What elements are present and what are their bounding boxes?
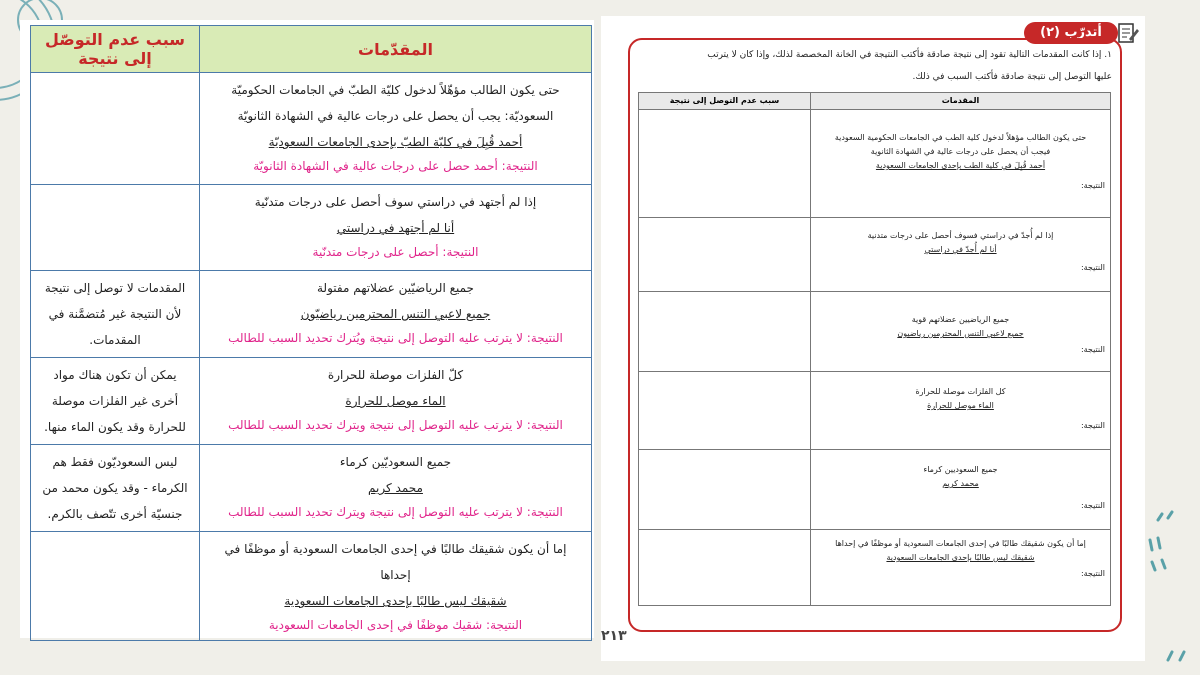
result-label: النتيجة:	[1080, 181, 1105, 190]
reason-line: ليس السعوديّون فقط هم	[52, 455, 178, 469]
premise-line: إذا لم أُجدّ في دراستي فسوف أحصل على درجات متدنية	[867, 231, 1054, 240]
result-label: النتيجة:	[1080, 569, 1105, 578]
exercise-frame	[628, 38, 1122, 632]
table-row	[31, 358, 592, 445]
reason-cell	[31, 73, 200, 185]
table-row	[639, 218, 1111, 292]
instruction-line: ١. إذا كانت المقدمات التالية تقود إلى نتيجة صادقة فأكتب النتيجة في الخانة المخصصة لذلك، وإذا كان لا يترتب	[707, 50, 1112, 60]
reason-cell[interactable]	[639, 292, 811, 372]
reason-cell	[31, 358, 200, 445]
reason-cell	[31, 532, 200, 641]
reason-header: سبب عدم التوصّل إلى نتيجة	[31, 26, 200, 73]
premise-line: إحداها	[380, 568, 411, 582]
premise-line: أحمد قُبِلَ في كليّة الطبّ بإحدى الجامعات السعوديّة	[268, 135, 523, 149]
reason-cell[interactable]	[639, 218, 811, 292]
premise-line: فيجب أن يحصل على درجات عالية في الشهادة الثانوية	[870, 147, 1051, 156]
table-row	[639, 450, 1111, 530]
table-row	[639, 292, 1111, 372]
reason-cell	[31, 185, 200, 271]
reason-cell	[31, 445, 200, 532]
premises-header: المقدّمات	[200, 26, 592, 73]
reason-cell[interactable]	[639, 110, 811, 218]
reason-line: الكرماء - وقد يكون محمد من	[42, 481, 188, 495]
reason-line: للحرارة وقد يكون الماء منها.	[44, 420, 186, 434]
premise-line: شقيقك ليس طالبًا بإحدى الجامعات السعودية	[284, 594, 507, 608]
result-text: النتيجة: لا يترتب عليه التوصل إلى نتيجة ويترك تحديد السبب للطالب	[228, 505, 563, 519]
reason-line: يمكن أن تكون هناك مواد	[53, 368, 177, 382]
premise-line: إما أن يكون شقيقك طالبًا في إحدى الجامعات السعودية أو موظفًا في إحداها	[835, 539, 1086, 548]
premise-line: إذا لم أجتهد في دراستي سوف أحصل على درجات متدنّية	[254, 195, 537, 209]
result-text: النتيجة: لا يترتب عليه التوصل إلى نتيجة ويُترك تحديد السبب للطالب	[228, 331, 563, 345]
reason-line: المقدمات لا توصل إلى نتيجة	[44, 281, 186, 295]
premise-line: جميع السعوديّين كرماء	[339, 455, 452, 469]
reason-header: سبب عدم التوصل إلى نتيجة	[639, 93, 811, 110]
premise-line: الماء موصل للحرارة	[927, 401, 994, 410]
premise-line: جميع السعوديين كرماء	[923, 465, 998, 474]
table-row	[31, 532, 592, 641]
result-text: النتيجة: شقيك موظفًا في إحدى الجامعات السعودية	[268, 618, 523, 632]
premise-line: جميع الرياضيين عضلاتهم قوية	[911, 315, 1010, 324]
result-label: النتيجة:	[1080, 345, 1105, 354]
premise-line: محمد كريم	[368, 481, 423, 495]
result-label: النتيجة:	[1080, 421, 1105, 430]
table-row	[31, 445, 592, 532]
reason-line: أخرى غير الفلزات موصلة	[51, 394, 179, 408]
table-row	[639, 372, 1111, 450]
premise-line: حتى يكون الطالب مؤهّلاً لدخول كليّة الطبّ في الجامعات الحكوميّة	[231, 83, 560, 97]
table-row	[31, 185, 592, 271]
premise-line: أنا لم أجتهد في دراستي	[336, 221, 455, 235]
premise-line: شقيقك ليس طالبًا بإحدى الجامعات السعودية	[886, 553, 1035, 562]
premise-line: جميع لاعبي التنس المحترمين رياضيون	[897, 329, 1024, 338]
instruction-line: عليها التوصل إلى نتيجة صادقة فأكتب السبب في ذلك.	[912, 72, 1112, 82]
result-label: النتيجة:	[1080, 501, 1105, 510]
result-text: النتيجة: لا يترتب عليه التوصل إلى نتيجة ويترك تحديد السبب للطالب	[228, 418, 563, 432]
table-row	[639, 530, 1111, 606]
reason-line: لأن النتيجة غير مُتضمَّنة في	[48, 307, 182, 321]
premise-line: حتى يكون الطالب مؤهلاً لدخول كلية الطب في الجامعات الحكومية السعودية	[834, 133, 1087, 142]
premise-line: جميع لاعبي التنس المحترمين رياضيّون	[300, 307, 491, 321]
premise-line: محمد كريم	[942, 479, 979, 488]
result-text: النتيجة: أحصل على درجات متدنّية	[312, 245, 479, 259]
reason-cell	[31, 271, 200, 358]
premise-line: الماء موصل للحرارة	[345, 394, 446, 408]
premise-line: أنا لم أُجدّ في دراستي	[924, 245, 997, 254]
exercise-badge: أتدرّب (٢)	[1024, 22, 1118, 44]
reason-cell[interactable]	[639, 530, 811, 606]
premise-line: أحمد قُبِلَ في كلية الطب بإحدى الجامعات السعودية	[875, 161, 1046, 170]
premise-line: كلّ الفلزات موصلة للحرارة	[327, 368, 464, 382]
result-label: النتيجة:	[1080, 263, 1105, 272]
reason-cell[interactable]	[639, 450, 811, 530]
reason-line: جنسيّة أخرى تتّصف بالكرم.	[47, 507, 183, 521]
edit-note-icon	[1117, 21, 1139, 45]
table-row	[31, 271, 592, 358]
reason-line: المقدمات.	[89, 333, 141, 347]
page-number: ٢١٣	[601, 628, 627, 644]
table-row	[639, 110, 1111, 218]
decorative-dashes	[1140, 500, 1200, 675]
reason-cell[interactable]	[639, 372, 811, 450]
answer-table	[30, 25, 592, 641]
result-text: النتيجة: أحمد حصل على درجات عالية في الشهادة الثانويّة	[253, 159, 538, 173]
premises-header: المقدمات	[811, 93, 1111, 110]
answer-table-panel	[20, 20, 594, 638]
premise-line: كل الفلزات موصلة للحرارة	[915, 387, 1006, 396]
premise-line: جميع الرياضيّين عضلاتهم مفتولة	[317, 281, 474, 295]
exercise-table	[638, 92, 1111, 606]
premise-line: إما أن يكون شقيقك طالبًا في إحدى الجامعات السعودية أو موظفًا في	[224, 542, 567, 556]
table-row	[31, 73, 592, 185]
premise-line: السعوديّة: يجب أن يحصل على درجات عالية في الشهادة الثانويّة	[237, 109, 554, 123]
textbook-page	[601, 16, 1145, 661]
